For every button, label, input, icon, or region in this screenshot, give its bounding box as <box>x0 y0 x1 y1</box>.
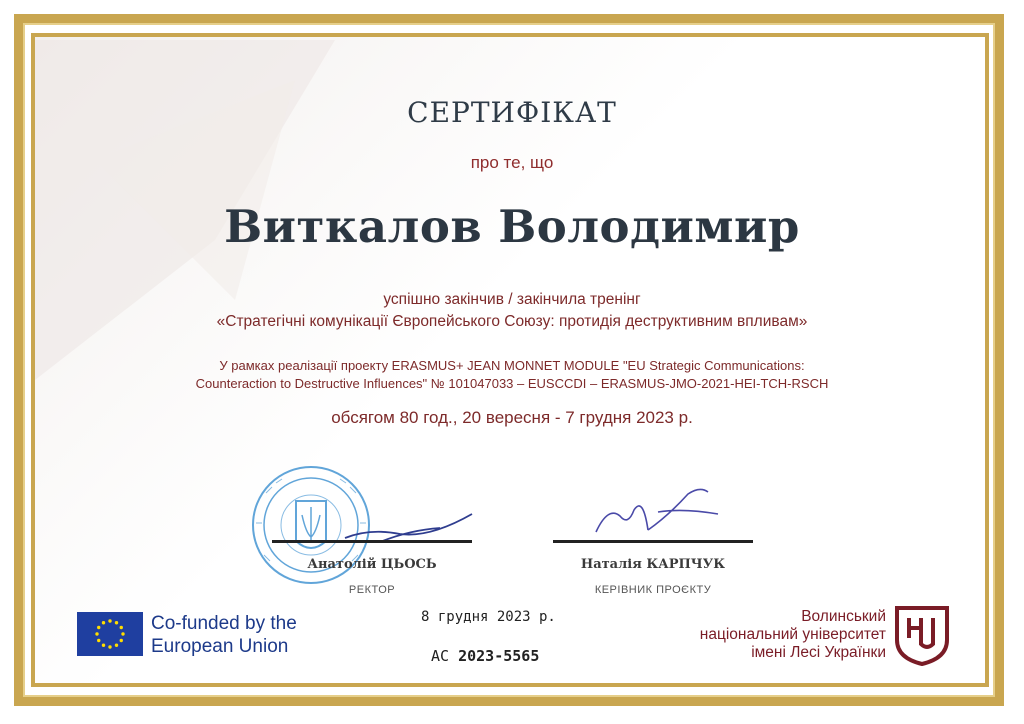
completion-text: успішно закінчив / закінчила тренінг <box>383 291 641 308</box>
serial-number <box>431 647 539 665</box>
serial-prefix: АС <box>431 647 450 665</box>
eu-star-icon <box>102 644 105 647</box>
eu-star-icon <box>115 644 118 647</box>
university-name <box>700 608 886 662</box>
issue-date: 8 грудня 2023 р. <box>421 609 556 625</box>
certificate-title: СЕРТИФІКАТ <box>407 96 617 129</box>
project-line-1: У рамках реалізації проекту ERASMUS+ JEAN MONNET MODULE "EU Strategic Communications: <box>219 358 805 373</box>
signer-name-2: Наталія КАРПЧУК <box>580 557 726 572</box>
duration-text: обсягом 80 год., 20 вересня - 7 грудня 2023 р. <box>331 408 693 427</box>
training-title: «Стратегічні комунікації Європейського Союзу: протидія деструктивним впливам» <box>216 313 808 330</box>
signature-line-1 <box>272 540 472 543</box>
university-line-1: Волинський <box>801 608 886 625</box>
university-line-2: національний університет <box>699 626 886 643</box>
project-line-2: Counteraction to Destructive Influences" № 101047033 – EUSCCDI – ERASMUS-JMO-2021-HEI-TCH-RSCH <box>195 376 829 391</box>
eu-line-1: Co-funded by the <box>151 613 297 634</box>
signer-name-1: Анатолій ЦЬОСЬ <box>307 557 437 572</box>
eu-star-icon <box>108 619 111 622</box>
university-logo-icon <box>893 604 951 666</box>
signer-role-1: РЕКТОР <box>348 584 396 596</box>
eu-star-icon <box>115 621 118 624</box>
signature-line-2 <box>553 540 753 543</box>
eu-flag-icon <box>77 612 143 656</box>
eu-star-icon <box>97 639 100 642</box>
certificate-subtitle: про те, що <box>470 153 554 172</box>
eu-star-icon <box>120 626 123 629</box>
eu-star-icon <box>102 621 105 624</box>
eu-cofunded-text <box>151 612 297 658</box>
signature-2 <box>588 486 728 542</box>
signer-role-2: КЕРІВНИК ПРОЄКТУ <box>594 584 712 596</box>
eu-star-icon <box>108 645 111 648</box>
serial-value: 2023-5565 <box>458 647 540 665</box>
university-line-3: імені Лесі Українки <box>751 644 886 661</box>
eu-star-icon <box>120 639 123 642</box>
eu-star-icon <box>97 626 100 629</box>
eu-star-icon <box>121 632 124 635</box>
eu-line-2: European Union <box>151 636 289 657</box>
recipient-name: Виткалов Володимир <box>224 200 800 253</box>
eu-star-icon <box>95 632 98 635</box>
